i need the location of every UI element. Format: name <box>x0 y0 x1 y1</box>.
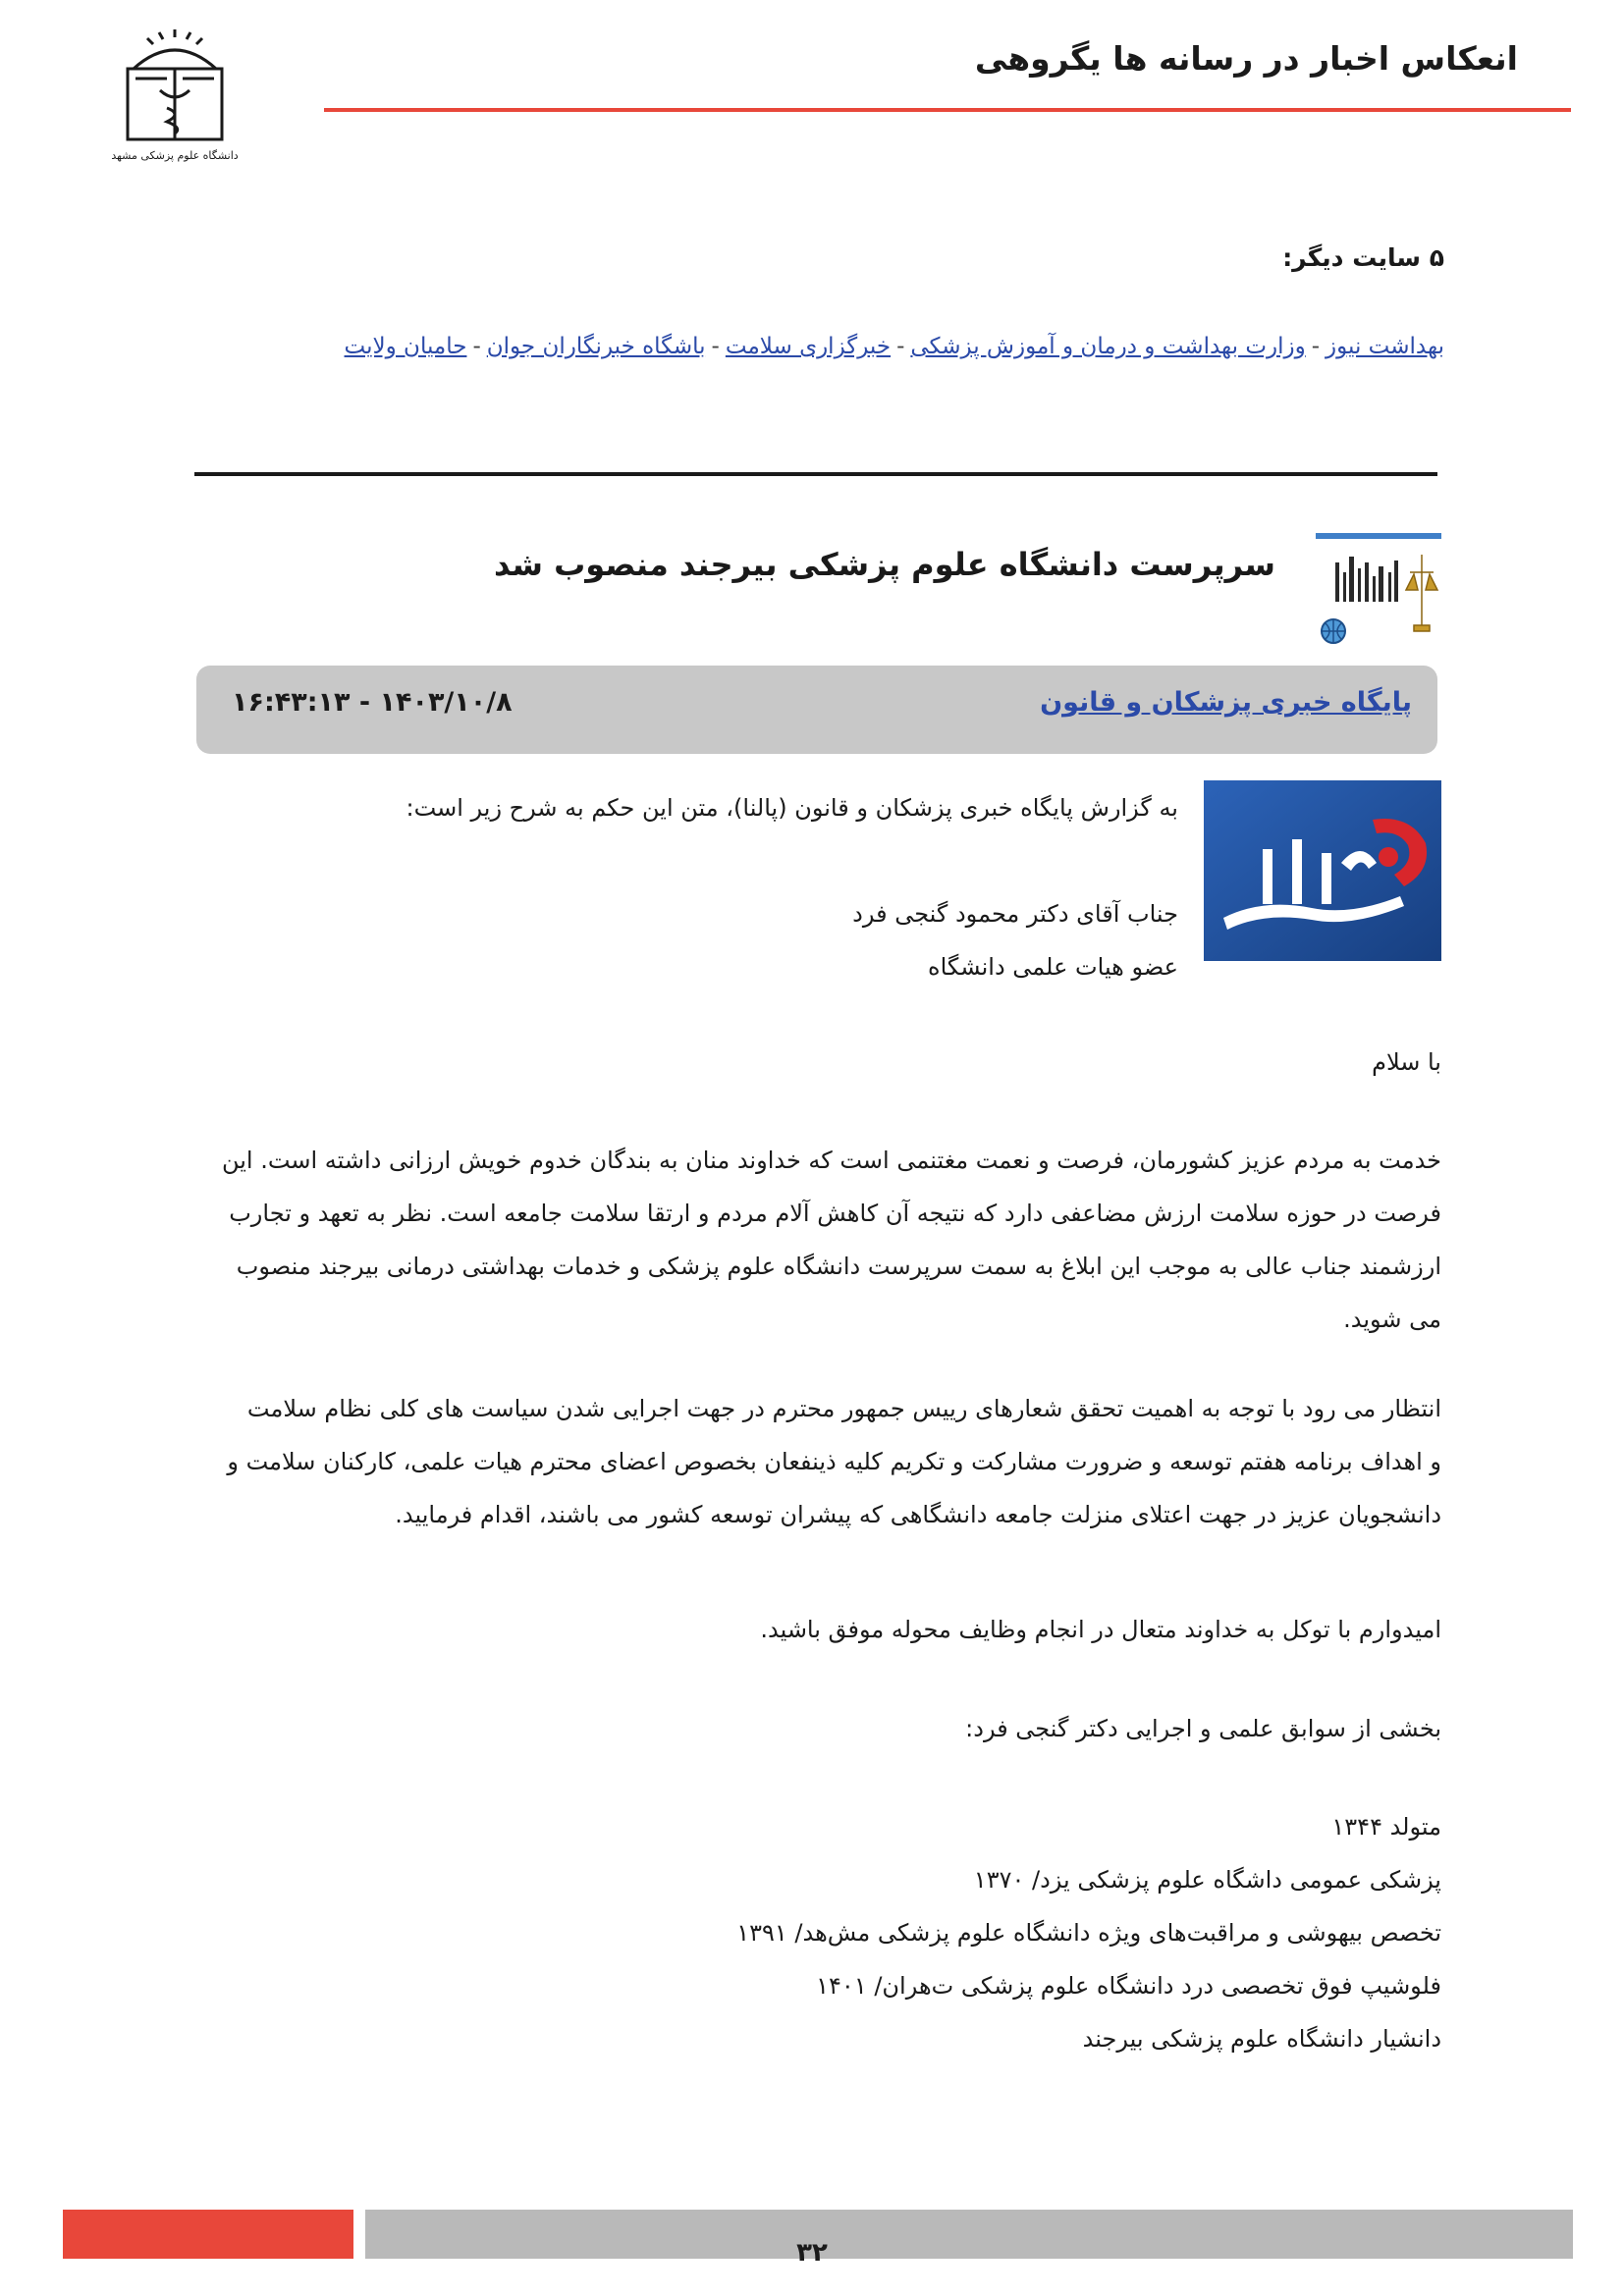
list-item: فلوشیپ فوق تخصصی درد دانشگاه علوم پزشکی ت‌هران/ ۱۴۰۱ <box>816 1972 1441 2000</box>
paragraph-line: می شوید. <box>1343 1306 1441 1333</box>
background-heading: بخشی از سوابق علمی و اجرایی دکتر گنجی فرد: <box>965 1715 1441 1742</box>
page-number: ۳۲ <box>796 2238 828 2268</box>
spacer <box>432 834 1178 887</box>
site-link-hamian-velayat[interactable]: حامیان ولایت <box>344 334 467 359</box>
paragraph-line: دانشجویان عزیز در جهت اعتلای منزلت جامعه دانشگاهی که پیشران توسعه کشور می باشند، اقدام فرمایید. <box>395 1501 1441 1528</box>
university-logo-icon <box>106 29 244 167</box>
paragraph-line: و اهداف برنامه هفتم توسعه و ضرورت مشارکت و تکریم کلیه ذینفعان بخصوص اعضای محترم هیات علمی، کارکنان سلامت و <box>227 1448 1441 1475</box>
paragraph-line: فرصت در حوزه سلامت ارزش مضاعفی دارد که نتیجه آن کاهش آلام مردم و ارتقا سلامت جامعه است. نظر به تعهد و تجارب <box>229 1200 1441 1227</box>
source-name-link[interactable]: پایگاه خبری پزشکان و قانون <box>1040 687 1412 718</box>
site-link-yjc[interactable]: باشگاه خبرنگاران جوان <box>486 334 706 359</box>
header-rule <box>324 108 1571 112</box>
article-intro-block <box>406 781 1178 993</box>
section-divider <box>194 472 1437 476</box>
list-item: پزشکی عمومی داشگاه علوم پزشکی یزد/ ۱۳۷۰ <box>973 1866 1441 1894</box>
recipient-name: جناب آقای دکتر محمود گنجی فرد <box>852 900 1178 928</box>
closing-line: امیدوارم با توکل به خداوند متعال در انجام وظایف محوله موفق باشید. <box>760 1616 1441 1643</box>
list-item: متولد ۱۳۴۴ <box>1331 1813 1441 1841</box>
intro-text: به گزارش پایگاه خبری پزشکان و قانون (پالنا)، متن این حکم به شرح زیر است: <box>406 794 1178 822</box>
header-title: انعکاس اخبار در رسانه ها یگروهی <box>974 39 1518 78</box>
link-separator: - <box>472 334 481 359</box>
other-sites-label: ۵ سایت دیگر: <box>1282 243 1444 272</box>
article-paragraph-2 <box>194 1382 1441 1541</box>
paragraph-line: انتظار می رود با توجه به اهمیت تحقق شعارهای رییس جمهور محترم در جهت اجرایی شدن سیاست های کلی نظام سلامت <box>246 1395 1441 1422</box>
mehr-news-logo-icon <box>1204 780 1441 961</box>
site-link-ministry-of-health[interactable]: وزارت بهداشت و درمان و آموزش پزشکی <box>910 334 1306 359</box>
article-title: سرپرست دانشگاه علوم پزشکی بیرجند منصوب شد <box>494 546 1275 583</box>
logo-caption: دانشگاه علوم پزشکی مشهد <box>111 149 239 162</box>
greeting: با سلام <box>1372 1048 1441 1076</box>
globe-news-logo-icon <box>1316 533 1441 649</box>
site-link-behdasht-news[interactable]: بهداشت نیوز <box>1326 334 1444 359</box>
link-separator: - <box>1311 334 1321 359</box>
article-paragraph-1 <box>194 1134 1441 1346</box>
site-link-salamat-news[interactable]: خبرگزاری سلامت <box>725 334 892 359</box>
link-separator: - <box>711 334 720 359</box>
background-list <box>736 1800 1441 2065</box>
paragraph-line: خدمت به مردم عزیز کشورمان، فرصت و نعمت مغتنمی است که خداوند منان به بندگان خدوم خویش ارزانی داشته است. این <box>221 1147 1441 1174</box>
recipient-role: عضو هیات علمی دانشگاه <box>928 953 1178 981</box>
publish-datetime: ۱۴۰۳/۱۰/۸ - ۱۶:۴۳:۱۳ <box>232 687 513 718</box>
other-sites-links <box>345 334 1444 359</box>
list-item: تخصص بیهوشی و مراقبت‌های ویژه دانشگاه علوم پزشکی مش‌هد/ ۱۳۹۱ <box>736 1919 1441 1947</box>
link-separator: - <box>896 334 905 359</box>
paragraph-line: ارزشمند جناب عالی به موجب این ابلاغ به سمت سرپرست دانشگاه علوم پزشکی و خدمات بهداشتی درمانی بیرجند منصوب <box>236 1253 1441 1280</box>
list-item: دانشیار دانشگاه علوم پزشکی بیرجند <box>1082 2025 1441 2053</box>
